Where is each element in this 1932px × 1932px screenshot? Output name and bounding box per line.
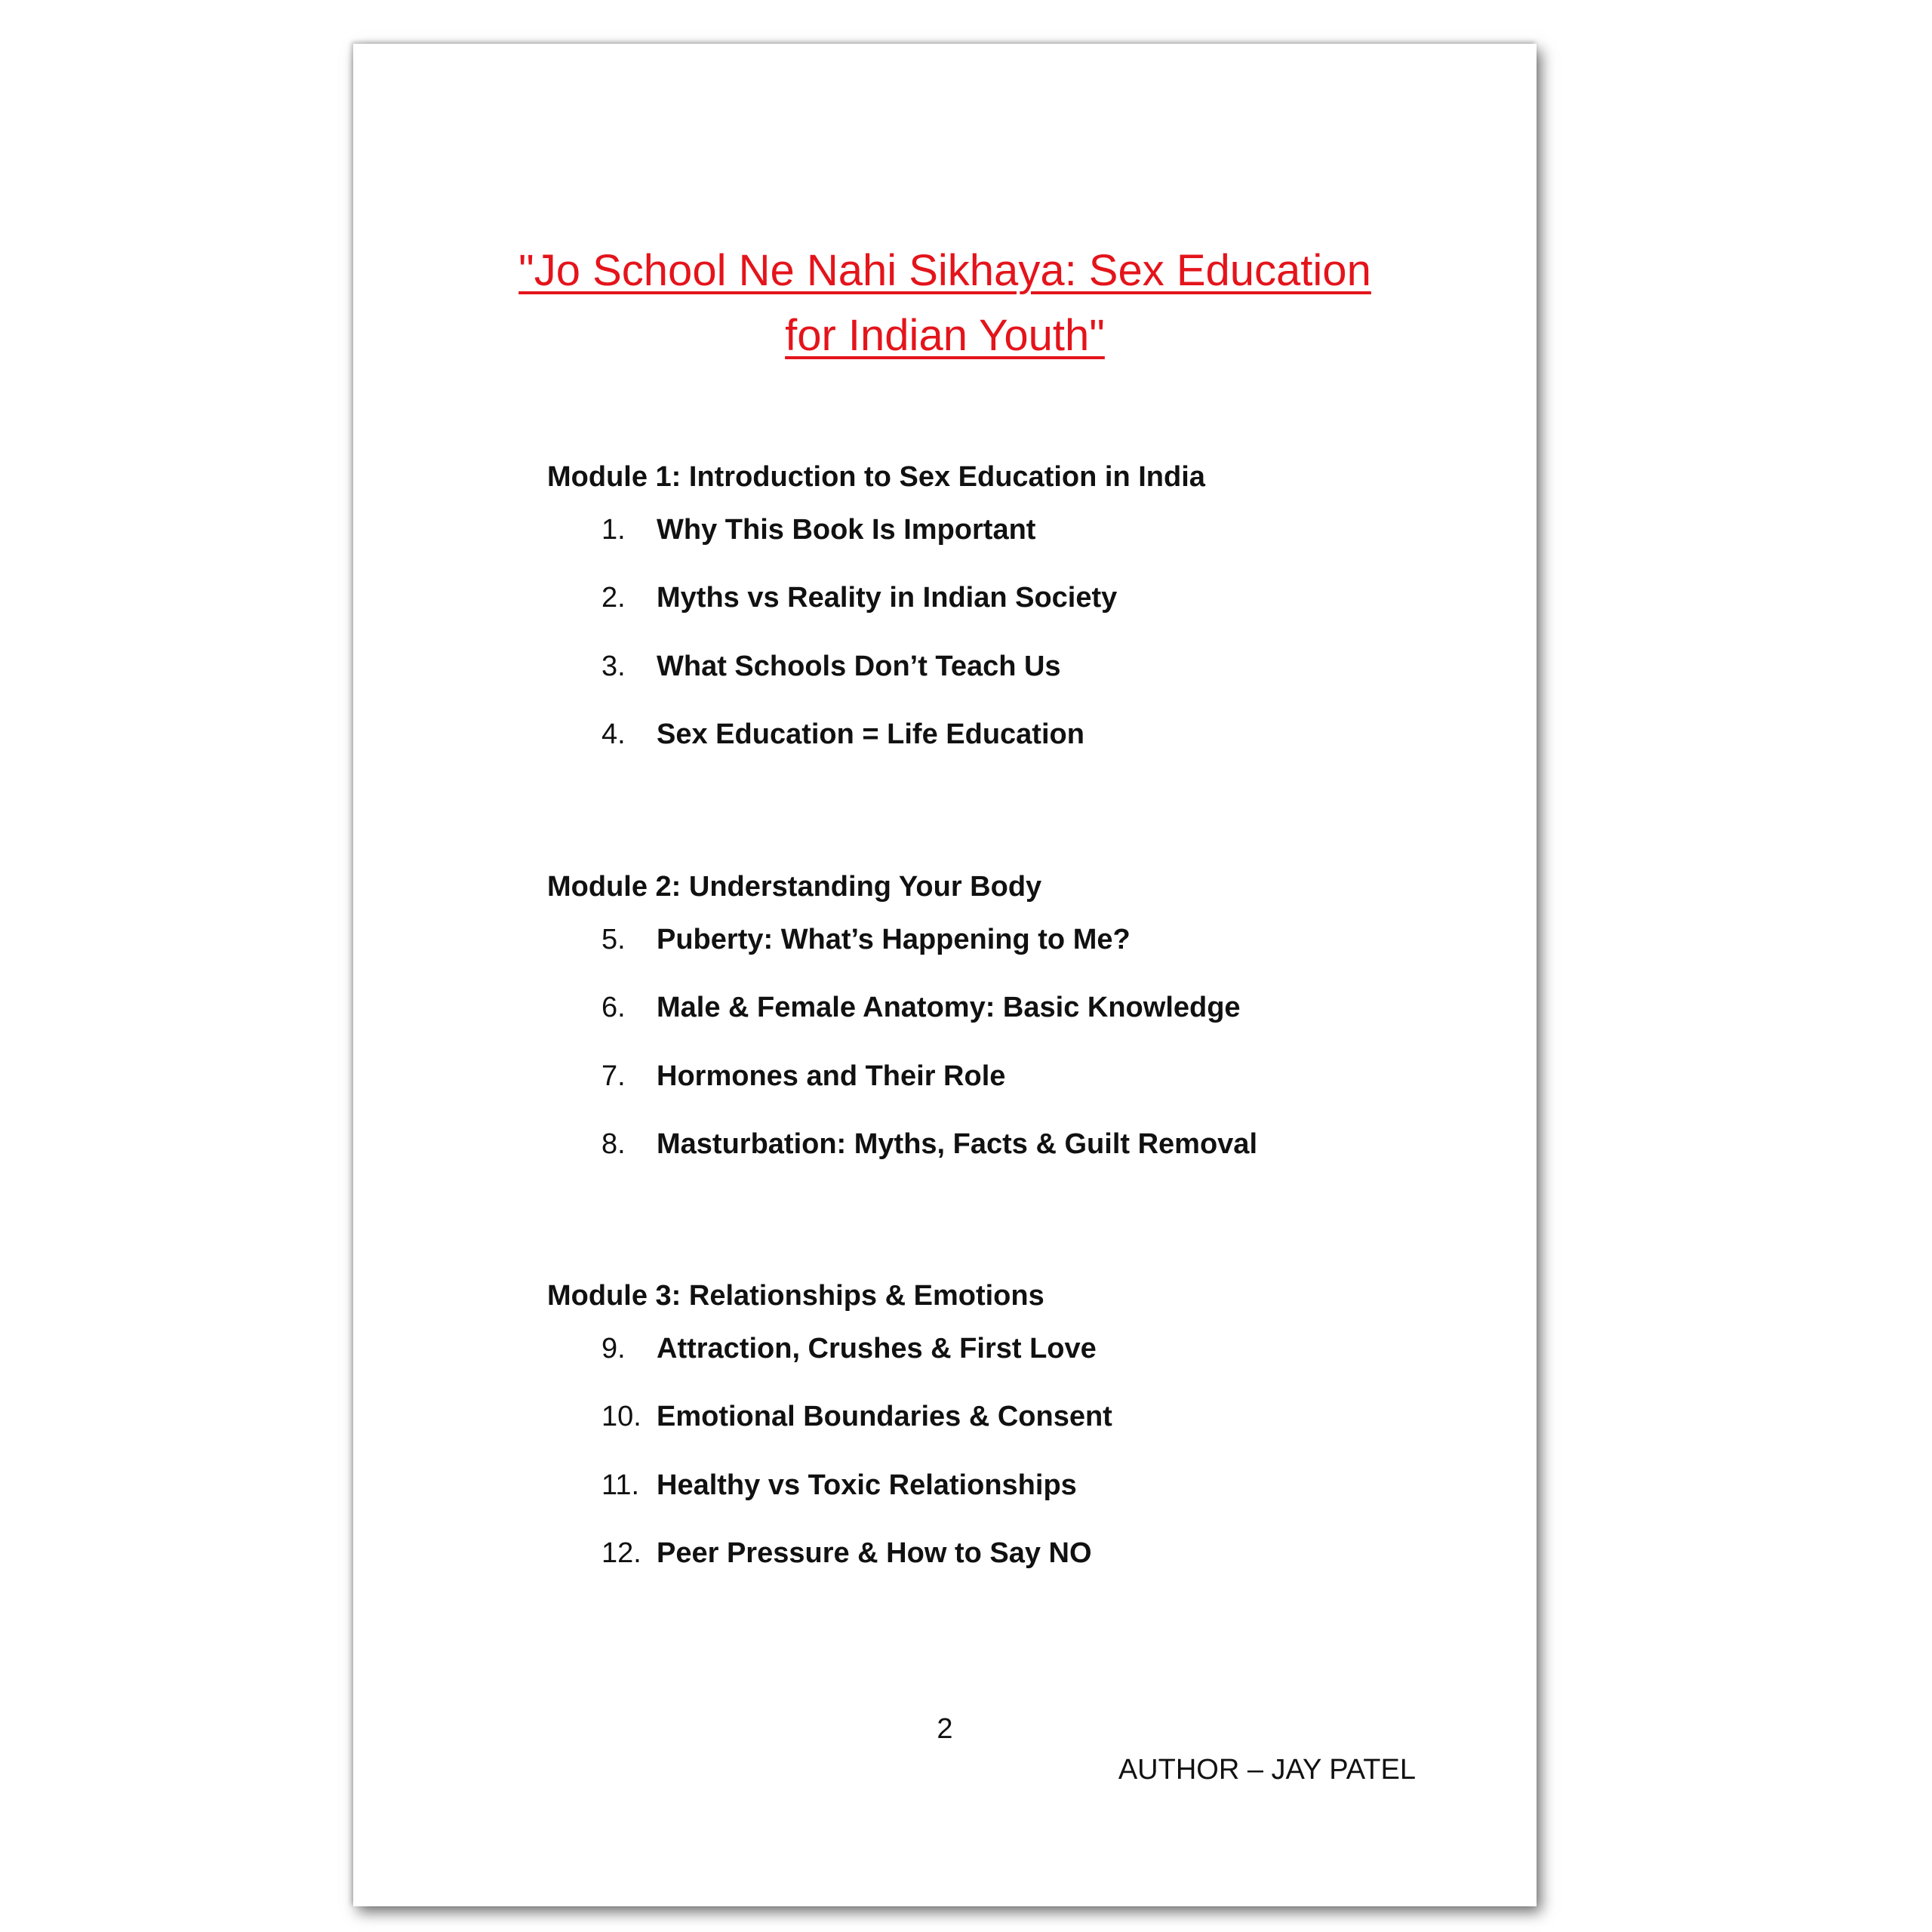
chapter-title: Why This Book Is Important xyxy=(657,513,1036,546)
chapter-title: Attraction, Crushes & First Love xyxy=(657,1332,1097,1364)
chapter-title: Male & Female Anatomy: Basic Knowledge xyxy=(657,992,1241,1024)
chapter-number: 8. xyxy=(601,1128,626,1161)
document-title xyxy=(353,238,1537,368)
chapter-item xyxy=(547,1315,1453,1383)
title-line-2: for Indian Youth" xyxy=(785,311,1105,360)
module-1 xyxy=(547,458,1453,769)
chapter-number: 4. xyxy=(601,718,626,751)
chapter-item xyxy=(547,974,1453,1043)
chapter-item xyxy=(547,1451,1453,1520)
chapter-item xyxy=(547,1383,1453,1452)
chapter-list xyxy=(547,496,1453,769)
module-heading: Module 3: Relationships & Emotions xyxy=(547,1280,1044,1312)
chapter-item xyxy=(547,632,1453,701)
chapter-list xyxy=(547,1315,1453,1588)
title-line-1: "Jo School Ne Nahi Sikhaya: Sex Education xyxy=(518,246,1371,295)
chapter-item xyxy=(547,1042,1453,1111)
chapter-item xyxy=(547,906,1453,974)
chapter-title: What Schools Don’t Teach Us xyxy=(657,650,1061,682)
chapter-list xyxy=(547,906,1453,1179)
chapter-title: Emotional Boundaries & Consent xyxy=(657,1401,1112,1433)
module-3 xyxy=(547,1277,1453,1588)
chapter-number: 5. xyxy=(601,923,626,955)
chapter-title: Healthy vs Toxic Relationships xyxy=(657,1469,1077,1501)
chapter-number: 12. xyxy=(601,1537,641,1570)
chapter-number: 3. xyxy=(601,650,626,682)
module-heading: Module 2: Understanding Your Body xyxy=(547,871,1042,903)
module-2 xyxy=(547,868,1453,1179)
chapter-item xyxy=(547,701,1453,770)
chapter-item xyxy=(547,1111,1453,1180)
chapter-title: Peer Pressure & How to Say NO xyxy=(657,1537,1092,1570)
chapter-title: Hormones and Their Role xyxy=(657,1060,1006,1092)
chapter-number: 2. xyxy=(601,582,626,614)
chapter-number: 1. xyxy=(601,513,626,546)
chapter-item xyxy=(547,496,1453,565)
chapter-title: Masturbation: Myths, Facts & Guilt Removal xyxy=(657,1128,1257,1161)
document-page xyxy=(353,44,1537,1906)
chapter-title: Puberty: What’s Happening to Me? xyxy=(657,923,1131,955)
chapter-number: 6. xyxy=(601,992,626,1024)
page-number: 2 xyxy=(937,1713,953,1745)
author-credit: AUTHOR – JAY PATEL xyxy=(1118,1754,1416,1786)
chapter-number: 11. xyxy=(601,1469,640,1501)
chapter-item xyxy=(547,1520,1453,1589)
chapter-title: Sex Education = Life Education xyxy=(657,718,1084,751)
module-heading: Module 1: Introduction to Sex Education in India xyxy=(547,461,1205,493)
chapter-number: 9. xyxy=(601,1332,626,1364)
chapter-title: Myths vs Reality in Indian Society xyxy=(657,582,1118,614)
chapter-number: 10. xyxy=(601,1401,641,1433)
chapter-item xyxy=(547,565,1453,633)
chapter-number: 7. xyxy=(601,1060,626,1092)
